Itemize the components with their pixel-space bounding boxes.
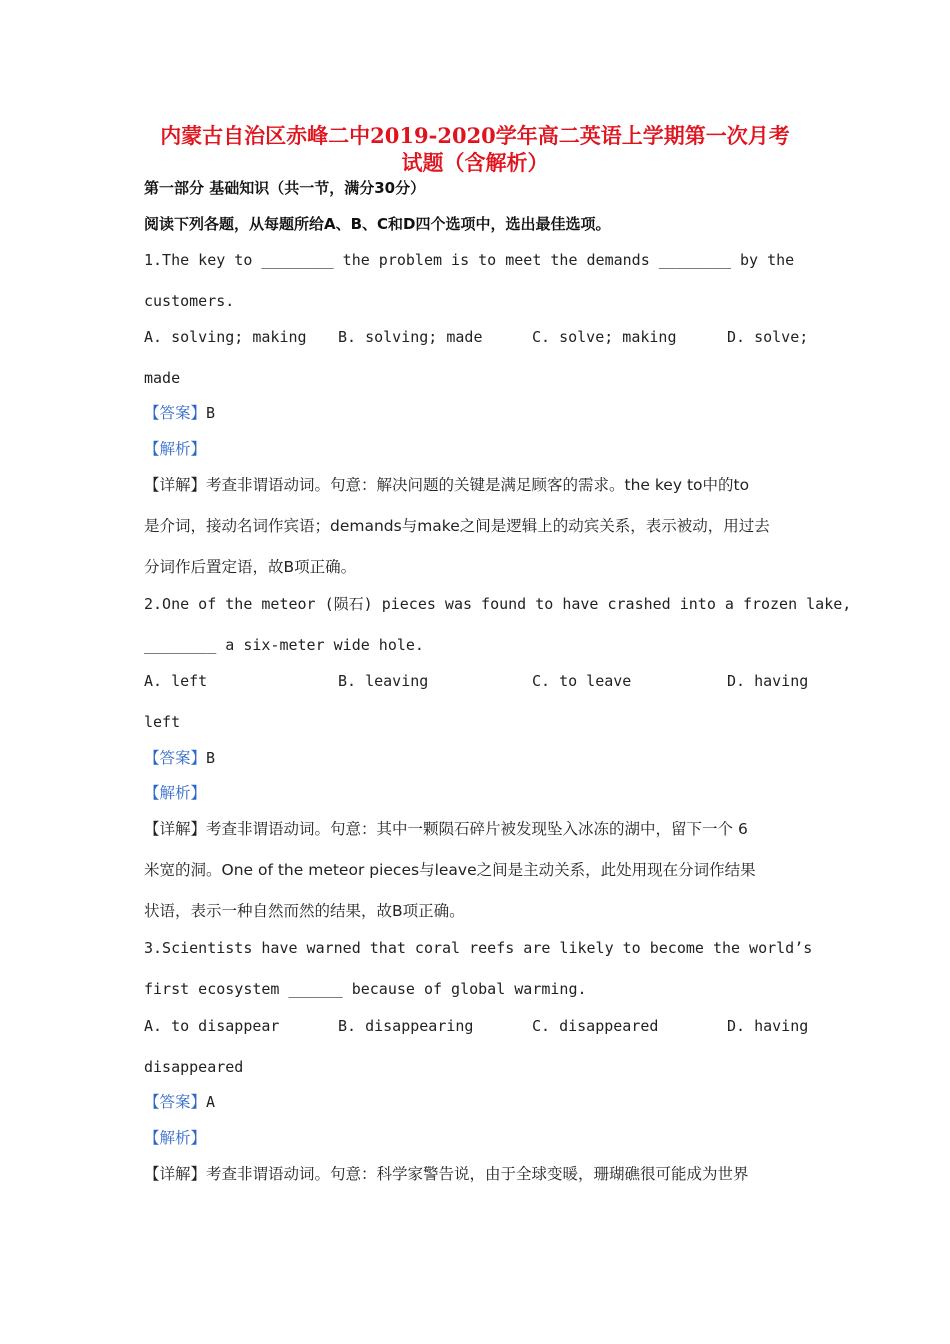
section-heading: 第一部分 基础知识（共一节，满分30分）: [144, 179, 426, 197]
question-1-option-d: D. solve;: [727, 328, 809, 346]
question-2-option-d-wrap: left: [144, 713, 181, 731]
question-1-stem-line-2: customers.: [144, 292, 235, 310]
detail-text: 考查非谓语动词。句意：其中一颗陨石碎片被发现坠入冰冻的湖中，留下一个 6: [206, 820, 748, 838]
question-1-option-d-wrap: made: [144, 369, 181, 387]
question-3-analysis-label: 【解析】: [144, 1129, 207, 1147]
detail-label: 【详解】: [144, 476, 207, 494]
question-2-option-b: B. leaving: [338, 672, 429, 690]
question-2-detail-line-2: 米宽的洞。One of the meteor pieces与leave之间是主动关系，此处用现在分词作结果: [144, 861, 756, 879]
question-2-detail-line-3: 状语，表示一种自然而然的结果，故B项正确。: [144, 902, 465, 920]
question-2-option-d: D. having: [727, 672, 809, 690]
question-3-stem-line-2: first ecosystem ______ because of global warming.: [144, 980, 587, 998]
answer-label: 【答案】: [144, 1093, 207, 1111]
question-1-option-b: B. solving; made: [338, 328, 483, 346]
question-3-option-b: B. disappearing: [338, 1017, 474, 1035]
question-3-stem-line-1: 3.Scientists have warned that coral reefs are likely to become the world’s: [144, 939, 813, 957]
answer-value: B: [206, 404, 216, 422]
detail-label: 【详解】: [144, 820, 207, 838]
question-2-option-a: A. left: [144, 672, 208, 690]
question-2-option-c: C. to leave: [532, 672, 632, 690]
detail-label: 【详解】: [144, 1165, 207, 1183]
question-3-detail-line-1: [144, 1164, 749, 1184]
detail-text: 考查非谓语动词。句意：解决问题的关键是满足顾客的需求。the key to中的to: [206, 476, 750, 494]
question-3-answer: [144, 1092, 215, 1112]
question-1-answer: [144, 403, 215, 423]
question-3-option-c: C. disappeared: [532, 1017, 659, 1035]
question-1-option-c: C. solve; making: [532, 328, 677, 346]
question-2-answer: [144, 748, 215, 768]
detail-text: 考查非谓语动词。句意：科学家警告说，由于全球变暖，珊瑚礁很可能成为世界: [206, 1165, 749, 1183]
question-2-stem-line-1: 2.One of the meteor (陨石) pieces was found to have crashed into a frozen lake,: [144, 595, 852, 613]
document-title-line-1: 内蒙古自治区赤峰二中2019-2020学年高二英语上学期第一次月考: [160, 123, 790, 148]
question-1-analysis-label: 【解析】: [144, 440, 207, 458]
question-2-detail-line-1: [144, 819, 748, 839]
question-1-detail-line-3: 分词作后置定语，故B项正确。: [144, 558, 357, 576]
question-2-analysis-label: 【解析】: [144, 784, 207, 802]
question-2-stem-line-2: ________ a six-meter wide hole.: [144, 636, 424, 654]
answer-value: A: [206, 1093, 216, 1111]
question-3-option-d: D. having: [727, 1017, 809, 1035]
answer-value: B: [206, 749, 216, 767]
question-3-option-d-wrap: disappeared: [144, 1058, 244, 1076]
section-instruction: 阅读下列各题，从每题所给A、B、C和D四个选项中，选出最佳选项。: [144, 215, 611, 233]
question-1-stem-line-1: 1.The key to ________ the problem is to meet the demands ________ by the: [144, 251, 795, 269]
question-1-option-a: A. solving; making: [144, 328, 307, 346]
document-title-line-2: 试题（含解析）: [401, 150, 549, 175]
question-1-detail-line-1: [144, 475, 749, 495]
question-3-option-a: A. to disappear: [144, 1017, 280, 1035]
answer-label: 【答案】: [144, 749, 207, 767]
question-1-detail-line-2: 是介词，接动名词作宾语；demands与make之间是逻辑上的动宾关系，表示被动，用过去: [144, 517, 770, 535]
answer-label: 【答案】: [144, 404, 207, 422]
